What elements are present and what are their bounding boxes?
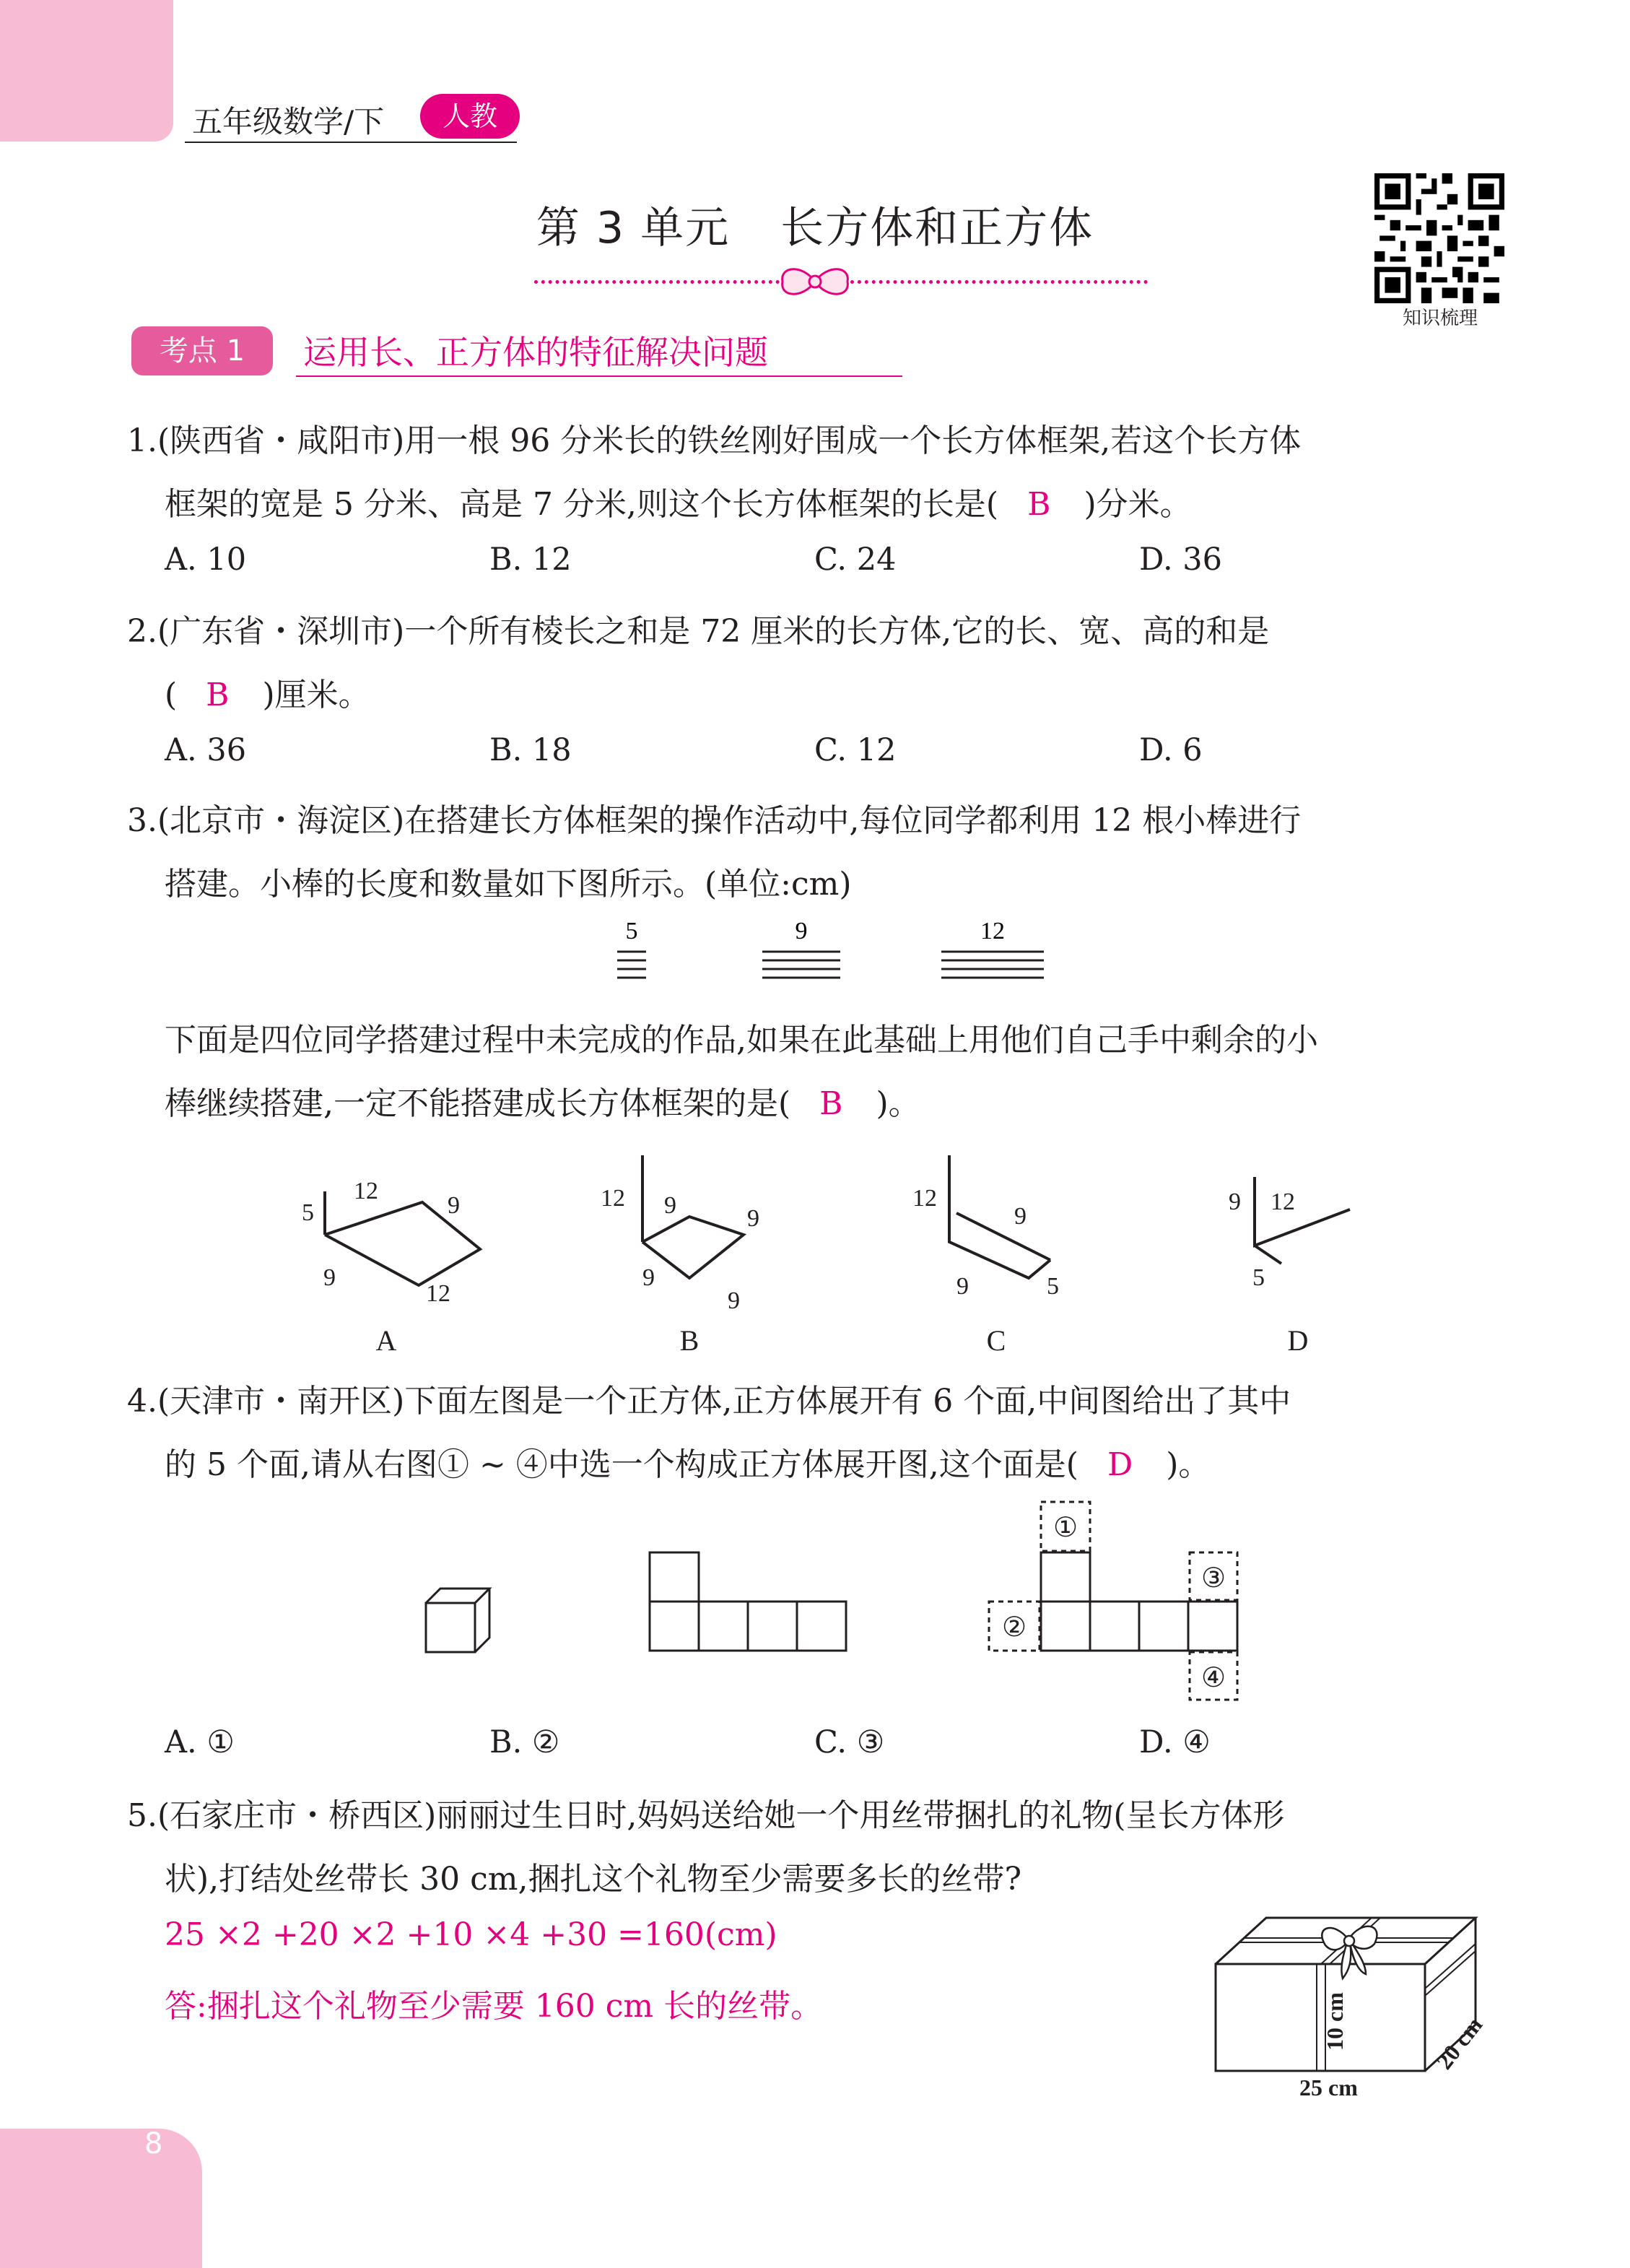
bow-icon — [774, 260, 856, 303]
fig-b-letter: B — [679, 1324, 699, 1357]
q4-source: (天津市・南开区) — [157, 1383, 405, 1420]
stick-bundle-9 — [762, 918, 840, 978]
q1-option-d: D. 36 — [1139, 542, 1222, 578]
q2-option-a: A. 36 — [165, 732, 247, 768]
qr-label: 知识梳理 — [1402, 308, 1478, 329]
fig-b-label: 9 — [747, 1205, 759, 1232]
dotted-rule-right — [850, 280, 1148, 284]
q4-option-d: D. ④ — [1139, 1724, 1211, 1760]
fig-a-label: 9 — [323, 1264, 336, 1291]
q5-text1: 丽丽过生日时,妈妈送给她一个用丝带捆扎的礼物(呈长方体形 — [436, 1797, 1285, 1834]
fig-a-label: 12 — [354, 1178, 378, 1204]
q4-text1: 下面左图是一个正方体,正方体展开有 6 个面,中间图给出了其中 — [404, 1383, 1291, 1420]
stick-length-label: 9 — [795, 918, 808, 944]
kaodian-title: 运用长、正方体的特征解决问题 — [303, 333, 768, 372]
box-height-label: 10 cm — [1322, 1992, 1348, 2051]
dotted-rule-left — [534, 280, 780, 284]
q2-line1 — [127, 605, 1269, 651]
q1-text2b: )分米。 — [1084, 486, 1192, 523]
q2-option-b: B. 18 — [489, 732, 572, 768]
q3-line1 — [127, 794, 1301, 840]
fig-a-label: 9 — [448, 1192, 460, 1219]
fig-c-letter: C — [986, 1324, 1006, 1357]
q1-answer: B — [1027, 486, 1051, 523]
q4-option-c: C. ③ — [814, 1724, 885, 1760]
fig-a-label: 5 — [302, 1199, 314, 1226]
face-4-label: ④ — [1200, 1663, 1226, 1693]
stick-bundles — [592, 910, 1068, 996]
q1-option-c: C. 24 — [814, 542, 897, 578]
unit-topic: 长方体和正方体 — [780, 203, 1094, 253]
q1-option-b: B. 12 — [489, 542, 572, 578]
stick-length-label: 12 — [980, 918, 1005, 944]
fig-a-label: 12 — [426, 1280, 450, 1307]
fig-b-label: 9 — [728, 1287, 740, 1314]
q1-source: (陕西省・咸阳市) — [157, 422, 405, 459]
fig-d-label: 5 — [1252, 1264, 1265, 1291]
q5-source: (石家庄市・桥西区) — [157, 1797, 437, 1834]
fig-c-label: 5 — [1047, 1273, 1059, 1300]
q4-line1 — [127, 1375, 1291, 1421]
q3-text4a: 棒继续搭建,一定不能搭建成长方体框架的是( — [165, 1085, 791, 1122]
header-rule — [185, 142, 517, 143]
q1-line2 — [165, 478, 1192, 524]
page-number: 8 — [144, 2127, 163, 2160]
q3-line3: 下面是四位同学搭建过程中未完成的作品,如果在此基础上用他们自己手中剩余的小 — [165, 1022, 1318, 1059]
q1-option-a: A. 10 — [165, 542, 247, 578]
bottom-corner-tab — [0, 2129, 202, 2268]
q3-source: (北京市・海淀区) — [157, 802, 405, 839]
q5-answer: 答:捆扎这个礼物至少需要 160 cm 长的丝带。 — [165, 1988, 823, 2025]
edition-badge: 人教 — [420, 94, 520, 139]
kaodian-underline — [296, 375, 902, 377]
q4-option-a: A. ① — [165, 1724, 235, 1760]
q2-text2b: )厘米。 — [262, 677, 370, 713]
fig-c-label: 9 — [956, 1273, 969, 1300]
q5-line2: 状),打结处丝带长 30 cm,捆扎这个礼物至少需要多长的丝带? — [165, 1861, 1022, 1898]
q4-answer: D — [1107, 1446, 1133, 1483]
q1-line1 — [127, 414, 1301, 461]
q2-answer: B — [206, 677, 230, 713]
q5-number: 5. — [127, 1797, 157, 1834]
stick-bundle-12 — [941, 918, 1044, 978]
fig-b-label: 9 — [664, 1192, 676, 1219]
q5-line1 — [127, 1789, 1284, 1835]
q2-line2 — [165, 669, 370, 715]
fig-d-letter: D — [1287, 1324, 1309, 1357]
unit-number: 第 3 单元 — [536, 203, 731, 253]
face-1-label: ① — [1052, 1513, 1078, 1543]
q2-source: (广东省・深圳市) — [157, 613, 405, 650]
q3-line2: 搭建。小棒的长度和数量如下图所示。(单位:cm) — [165, 866, 852, 903]
q3-frame-figures — [274, 1141, 1400, 1357]
q3-line4 — [165, 1077, 920, 1124]
box-width-label: 20 cm — [1431, 2012, 1488, 2074]
q3-text1: 在搭建长方体框架的操作活动中,每位同学都利用 12 根小棒进行 — [404, 802, 1302, 839]
fig-b-label: 9 — [642, 1264, 655, 1291]
qr-code-icon[interactable] — [1374, 173, 1504, 303]
q4-text2a: 的 5 个面,请从右图① ~ ④中选一个构成正方体展开图,这个面是( — [165, 1446, 1078, 1483]
q1-text2a: 框架的宽是 5 分米、高是 7 分米,则这个长方体框架的长是( — [165, 486, 999, 523]
fig-d-label: 12 — [1271, 1189, 1295, 1215]
header-grade: 五年级数学/下 — [192, 104, 385, 139]
top-corner-tab — [0, 0, 173, 142]
q2-text1: 一个所有棱长之和是 72 厘米的长方体,它的长、宽、高的和是 — [404, 613, 1270, 650]
fig-c-label: 9 — [1014, 1203, 1027, 1230]
q3-answer: B — [819, 1085, 843, 1122]
q1-text1: 用一根 96 分米长的铁丝刚好围成一个长方体框架,若这个长方体 — [404, 422, 1302, 459]
face-2-label: ② — [1001, 1612, 1027, 1643]
q3-number: 3. — [127, 802, 157, 839]
q4-number: 4. — [127, 1383, 157, 1420]
fig-b-label: 12 — [601, 1185, 625, 1212]
q4-cube-figures — [404, 1495, 1271, 1711]
q2-option-c: C. 12 — [814, 732, 897, 768]
fig-c-label: 12 — [912, 1185, 937, 1212]
q5-solution: 25 ×2 +20 ×2 +10 ×4 +30 =160(cm) — [165, 1916, 777, 1953]
q2-text2a: ( — [165, 677, 178, 713]
q2-option-d: D. 6 — [1139, 732, 1203, 768]
q2-number: 2. — [127, 613, 157, 650]
stick-bundle-5 — [617, 918, 646, 978]
fig-a-letter: A — [375, 1324, 397, 1357]
q4-line2 — [165, 1438, 1210, 1485]
face-3-label: ③ — [1200, 1563, 1226, 1594]
fig-d-label: 9 — [1229, 1189, 1241, 1215]
q4-option-b: B. ② — [489, 1724, 560, 1760]
box-length-label: 25 cm — [1299, 2074, 1358, 2100]
gift-box-figure — [1198, 1906, 1516, 2108]
q1-number: 1. — [127, 422, 157, 459]
q3-text4b: )。 — [876, 1085, 920, 1122]
q4-text2b: )。 — [1166, 1446, 1211, 1483]
stick-length-label: 5 — [625, 918, 638, 944]
kaodian-badge: 考点 1 — [131, 326, 273, 375]
